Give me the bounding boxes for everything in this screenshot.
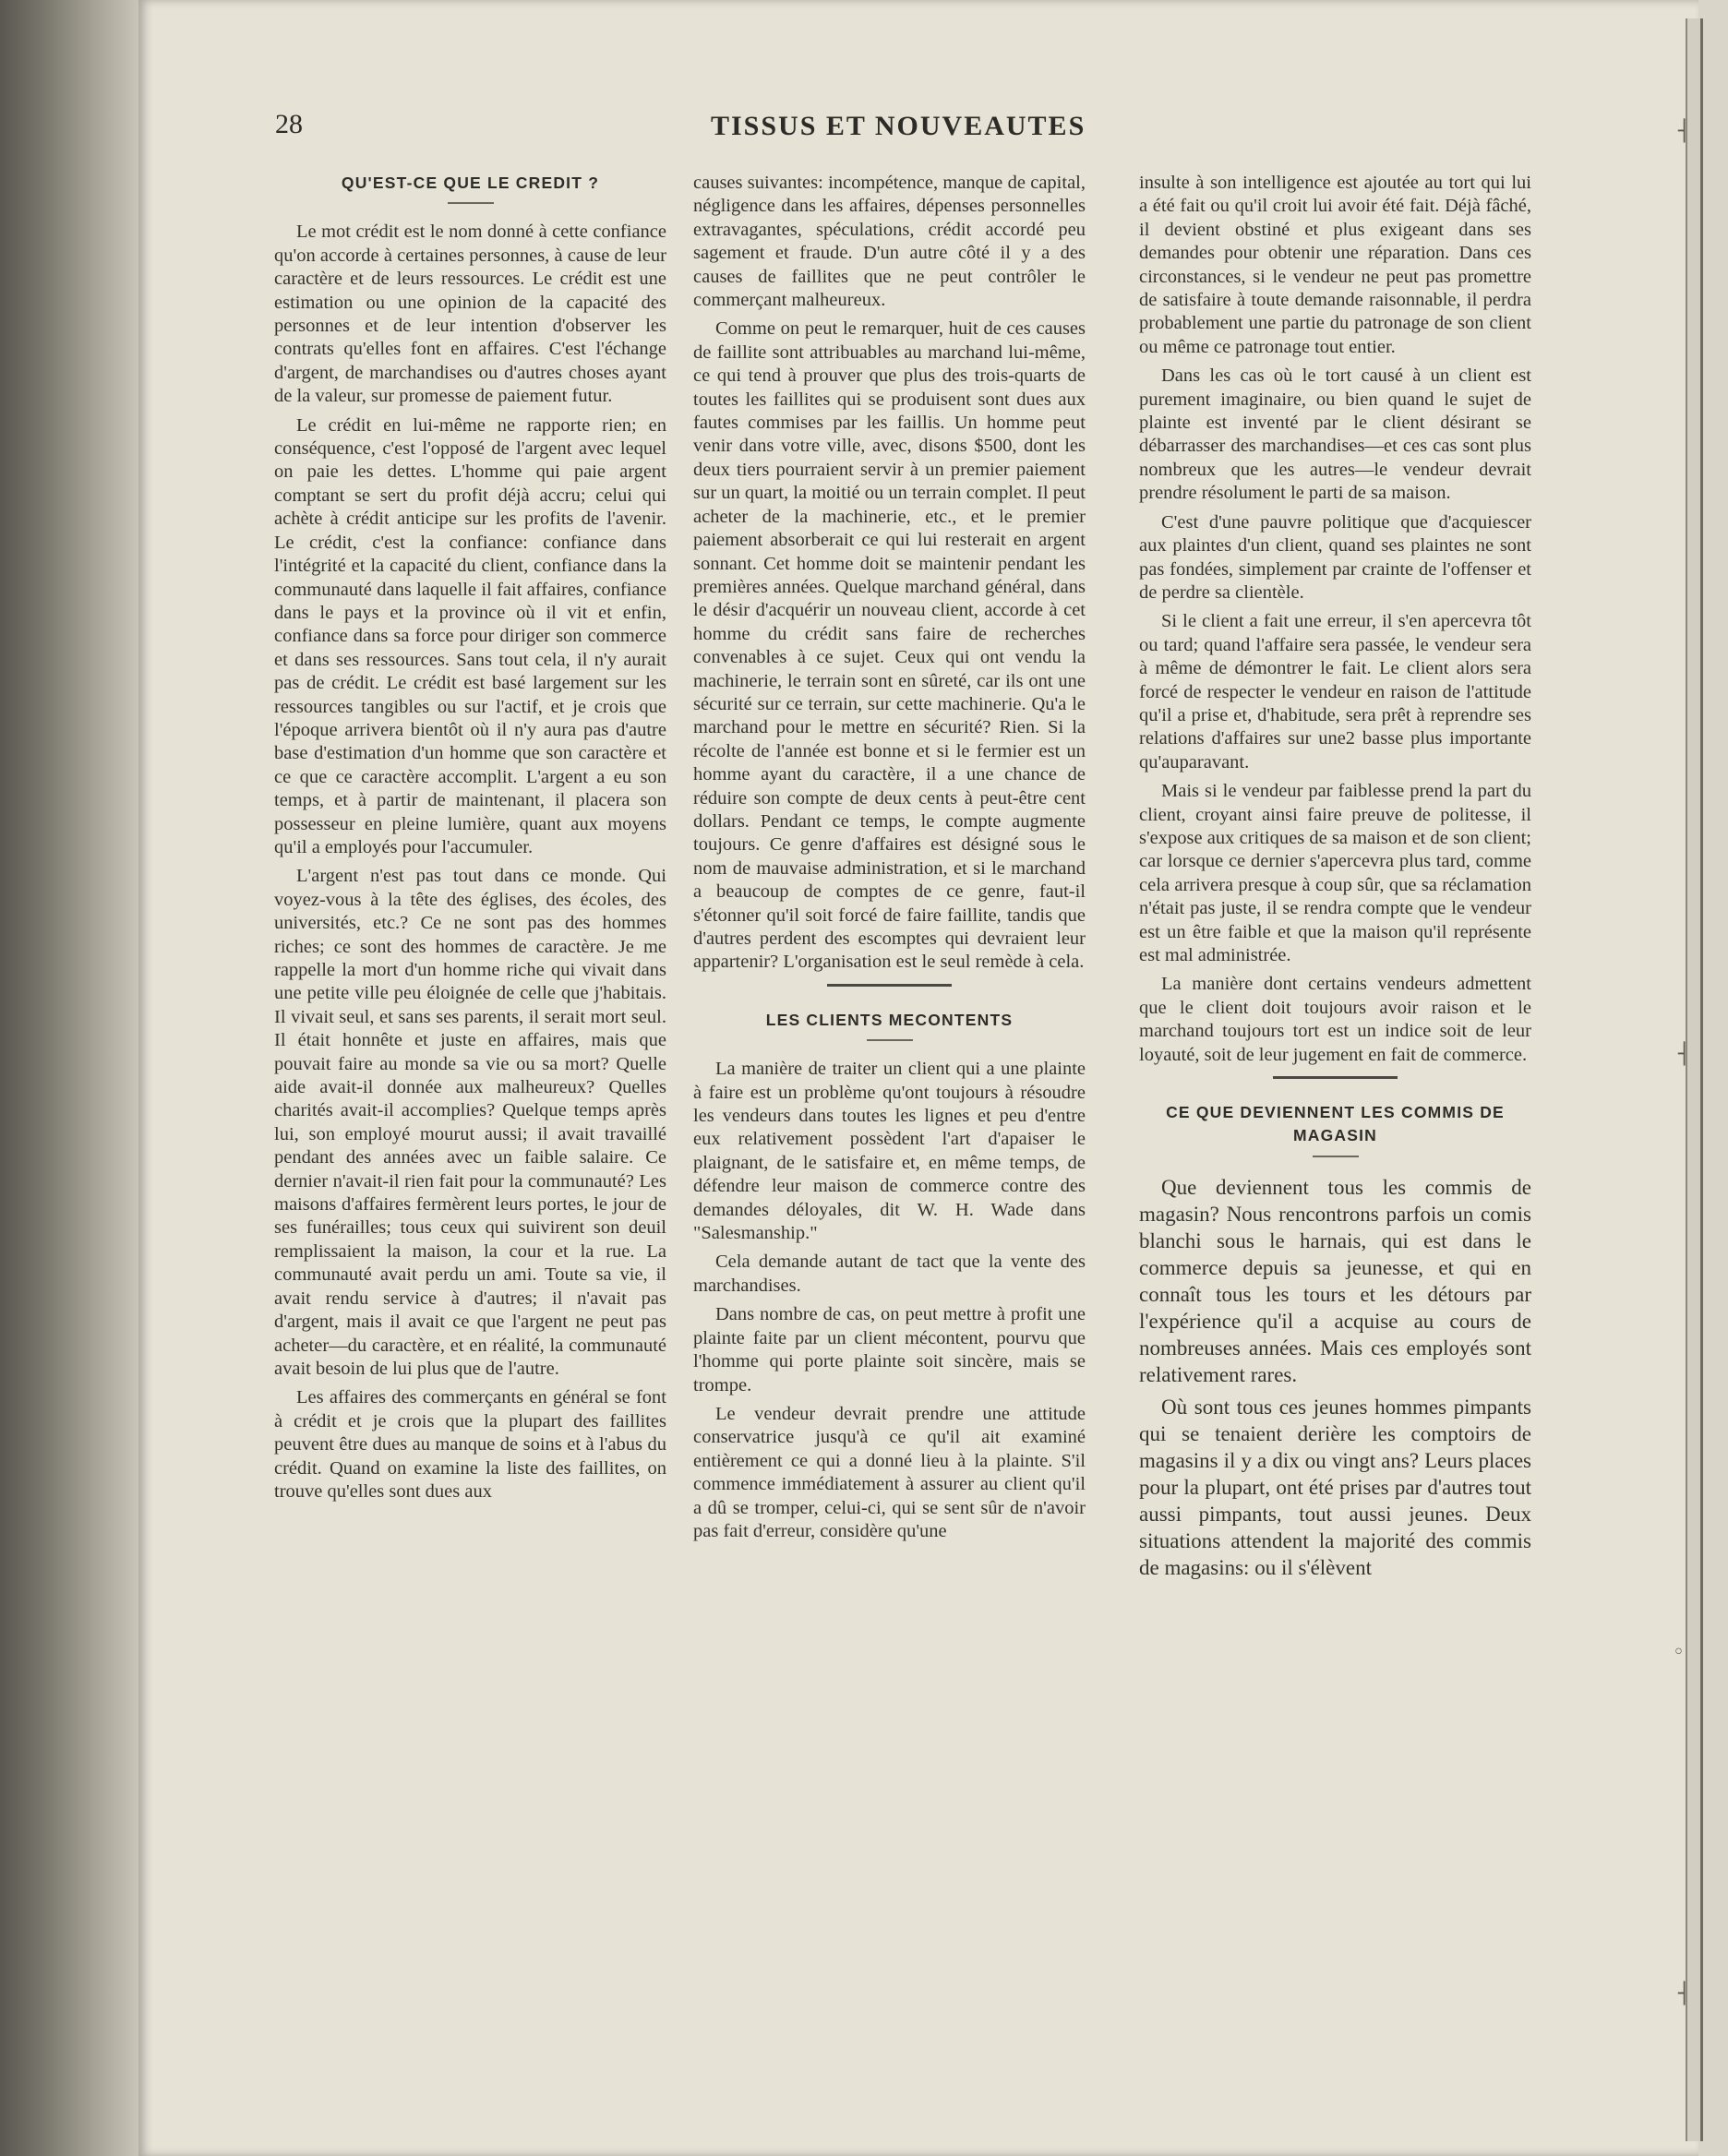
margin-tick-icon: ◦ xyxy=(1673,1641,1685,1664)
article-separator-rule xyxy=(1273,1076,1398,1079)
paragraph: Où sont tous ces jeunes hommes pimpants qui se tenaient derière les comptoirs de magasins il y a dix ou vingt ans? Leurs places pour la plupart, ont été prises par d'autres tout aussi pimpants, tout aussi jeunes. Deux situations attendent la majorité des commis de magasins: ou il s'élèvent xyxy=(1139,1395,1531,1579)
paragraph: La manière de traiter un client qui a une plainte à faire est un problème qu'ont toujours à résoudre les vendeurs dans toutes les lignes et peu d'entre eux relativement possèdent l'art d'apaiser le plaignant, de le satisfaire et, en même temps, de défendre leur maison de commerce contre des demandes déloyales, dit W. H. Wade dans "Salesmanship." xyxy=(693,1059,1086,1244)
column-3 xyxy=(1139,172,1531,1587)
margin-tick-icon: ┤ xyxy=(1678,1043,1691,1066)
column-2 xyxy=(693,172,1086,1549)
paragraph: L'argent n'est pas tout dans ce monde. Qui voyez-vous à la tête des églises, des écoles, des universités, etc.? Ce ne sont pas des hommes riches; ce sont des hommes de caractère. Je me rappelle la mort d'un homme riche qui vivait dans une petite ville peu éloignée de celle que j'habitais. Il vivait seul, et sans ses parents, il serait mort seul. Il était honnête et juste en affaires, mais que pouvait faire au monde sa vie ou sa mort? Quelle aide avait-il donnée aux malheureux? Quelles charités avait-il accomplies? Quelque temps après lui, son employé mourut aussi; il avait travaillé pendant des années avec un faible salaire. Ce dernier n'avait-il rien fait pour la communauté? Les maisons d'affaires fermèrent leurs portes, le jour de ses funérailles; tous ceux qui suivirent son deuil remplissaient la maison, la cour et la rue. La communauté avait perdu un ami. Toute sa vie, il avait rendu service à d'autres; il n'avait pas d'argent, mais il avait ce que l'argent ne peut pas acheter—du caractère, et en réalité, la communauté avait besoin de lui plus que de l'autre. xyxy=(274,866,666,1379)
paragraph: Le mot crédit est le nom donné à cette confiance qu'on accorde à certaines personnes, à cause de leur caractère et de leurs ressources. Le crédit est une estimation ou une opinion de la capacité des personnes et de leur intention d'observer les contrats qu'elles font en affaires. C'est l'échange d'argent, de marchandises ou d'autres choses ayant de la valeur, sur promesse de paiement futur. xyxy=(274,222,666,407)
paragraph: Dans les cas où le tort causé à un client est purement imaginaire, ou bien quand le sujet de plainte est inventé par le client désirant se débarrasser des marchandises—et ces cas sont plus nombreux que les autres—le vendeur devrait prendre résolument le parti de sa maison. xyxy=(1139,365,1531,504)
paragraph: Si le client a fait une erreur, il s'en apercevra tôt ou tard; quand l'affaire sera passée, le vendeur sera à même de démontrer le fait. Le client alors sera forcé de respecter le vendeur en raison de l'attitude qu'il a prise et, d'habitude, sera prêt à reprendre ses relations d'affaires sur une2 basse plus importante qu'auparavant. xyxy=(1139,611,1531,773)
paragraph: Comme on peut le remarquer, huit de ces causes de faillite sont attribuables au marchand lui-même, ce qui tend à prouver que plus des trois-quarts de toutes les faillites qui se produisent sont dues aux fautes commises par les faillis. Un homme peut venir dans votre ville, avec, disons $500, dont les deux tiers pourraient servir à un premier paiement sur un quart, la moitié ou un terrain complet. Il peut acheter de la machinerie, etc., et le premier paiement absorberait ce qui lui resterait en argent sonnant. Cet homme doit se maintenir pendant les premières années. Quelque marchand général, dans le désir d'acquérir un nouveau client, accorde à cet homme du crédit sans faire de recherches convenables à ce sujet. Ceux qui ont vendu la machinerie, le terrain sont en sûreté, car ils ont une sécurité sur ce terrain, sur cette machinerie. Qu'a le marchand pour le mettre en sécurité? Rien. Si la récolte de l'année est bonne et si le fermier est un homme ayant du caractère, il a une chance de réduire son compte de deux cents à peut-être cent dollars. Pendant ce temps, le compte augmente toujours. Ce genre d'affaires est désigné sous le nom de mauvaise administration, et si le marchand a beaucoup de comptes de ce genre, faut-il s'étonner qu'il soit forcé de faire faillite, tandis que d'autres perdent des escomptes qui devraient leur appartenir? L'organisation est le seul remède à cela. xyxy=(693,318,1086,973)
paragraph: La manière dont certains vendeurs admettent que le client doit toujours avoir raison et le marchand toujours tort est un indice soit de leur loyauté, soit de leur jugement en fait de commerce. xyxy=(1139,974,1531,1065)
page-right-edge xyxy=(1686,18,1703,2141)
paragraph: Cela demande autant de tact que la vente des marchandises. xyxy=(693,1252,1086,1296)
article-separator-rule xyxy=(827,984,952,987)
column-1 xyxy=(274,172,666,1509)
article-title-credit: QU'EST-CE QUE LE CREDIT ? xyxy=(341,174,600,192)
page-number: 28 xyxy=(275,109,303,139)
paragraph: Le crédit en lui-même ne rapporte rien; en conséquence, c'est l'opposé de l'argent avec lequel on paie les dettes. L'homme qui paie argent comptant se sert du profit déjà accru; celui qui achète à crédit anticipe sur les profits de l'avenir. Le crédit, c'est la confiance: confiance dans l'intégrité et la capacité du client, confiance dans la communauté dans laquelle il fait affaires, confiance dans le pays et la province où il vit et enfin, confiance dans sa force pour diriger son commerce et dans ses ressources. Sans tout cela, il n'y aurait pas de crédit. Le crédit est basé largement sur les ressources tangibles ou sur l'actif, et je crois que l'époque arrivera bientôt où il n'y aura pas d'autre base d'estimation d'un homme que son caractère et ce que ce caractère accomplit. L'argent a eu son temps, et à partir de maintenant, il placera son possesseur en pleine lumière, quant aux moyens qu'il a employés pour l'accumuler. xyxy=(274,414,666,857)
paragraph: Que deviennent tous les commis de magasin? Nous rencontrons parfois un comis blanchi sous le harnais, qui est dans le commerce depuis sa jeunesse, et qui en connaît tous les tours et les détours par l'expérience qu'il a acquise au cours de nombreuses années. Mais ces employés sont relativement rares. xyxy=(1139,1175,1531,1386)
book-binding-shadow xyxy=(0,0,138,2156)
paragraph: Le vendeur devrait prendre une attitude conservatrice jusqu'à ce qu'il ait examiné entièrement ce qui a donné lieu à la plainte. S'il commence immédiatement à assurer au client qu'il a dû se tromper, celui-ci, qui se sent sûr de n'avoir pas fait d'erreur, considère qu'une xyxy=(693,1403,1086,1541)
article-title-commis: CE QUE DEVIENNENT LES COMMIS DE MAGASIN xyxy=(1166,1103,1505,1145)
title-rule xyxy=(448,202,494,204)
title-rule xyxy=(867,1039,913,1041)
running-title: TISSUS ET NOUVEAUTES xyxy=(711,111,1086,141)
paragraph-continued: causes suivantes: incompétence, manque de capital, négligence dans les affaires, dépenses personnelles extravagantes, spéculations, crédit accordé peu sagement et fraude. D'un autre côté il y a des causes de faillites que ne peut contrôler le commerçant malheureux. xyxy=(693,173,1086,311)
article-title-clients: LES CLIENTS MECONTENTS xyxy=(765,1010,1014,1029)
paragraph: Dans nombre de cas, on peut mettre à profit une plainte faite par un client mécontent, pourvu que l'homme qui porte plainte soit sincère, mais se trompe. xyxy=(693,1304,1086,1395)
margin-tick-icon: ┤ xyxy=(1678,120,1691,143)
paragraph: Les affaires des commerçants en général se font à crédit et je crois que la plupart des faillites peuvent être dues au manque de soins et à l'abus du crédit. Quand on examine la liste des faillites, on trouve qu'elles sont dues aux xyxy=(274,1387,666,1502)
paragraph-continued: insulte à son intelligence est ajoutée au tort qui lui a été fait ou qu'il croit lui avoir été fait. Déjà fâché, il devient obstiné et plus exigeant dans ses demandes pour obtenir une réparation. Dans ces circonstances, si le vendeur ne peut pas promettre de satisfaire à toute demande raisonnable, il perdra probablement une partie du patronage de son client ou même ce patronage tout entier. xyxy=(1139,173,1531,357)
paragraph: Mais si le vendeur par faiblesse prend la part du client, croyant ainsi faire preuve de politesse, il s'expose aux critiques de sa maison et de son client; car lorsque ce dernier s'apercevra plus tard, comme cela arrivera presque à coup sûr, que sa réclamation n'était pas juste, il se rendra compte que le vendeur est un être faible et que la maison qu'il représente est mal administrée. xyxy=(1139,781,1531,965)
margin-tick-icon: ┤ xyxy=(1678,1982,1691,2006)
title-rule xyxy=(1313,1156,1359,1157)
paragraph: C'est d'une pauvre politique que d'acquiescer aux plaintes d'un client, quand ses plaintes ne sont pas fondées, simplement par crainte de l'offenser et de perdre sa clientèle. xyxy=(1139,511,1531,603)
